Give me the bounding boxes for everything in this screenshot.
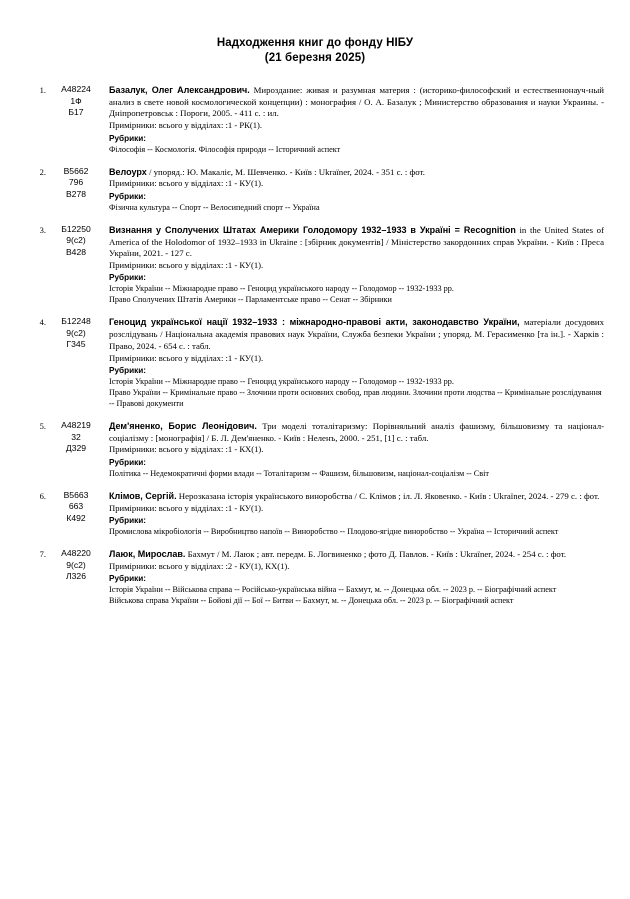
- catalog-entry: [26, 490, 604, 537]
- rubric-item: Військова справа України -- Бойові дії -- Бої -- Битви -- Бахмут, м. -- Донецька обл. -- 2023 р. -- Біографічний аспект: [109, 596, 514, 606]
- entry-record: [109, 548, 604, 561]
- rubrics-label: Рубрики:: [109, 366, 146, 376]
- entry-number: 6.: [39, 490, 46, 501]
- catalog-entry: [26, 166, 604, 213]
- entry-number: 3.: [39, 224, 46, 235]
- call-number: [49, 224, 103, 259]
- call-number-line: A48219: [61, 420, 91, 431]
- entry-copies: Примірники: всього у відділах: :1 - КУ(1).: [109, 259, 264, 270]
- catalog-entry: [26, 84, 604, 155]
- entry-heading: Велоурх: [109, 166, 147, 177]
- call-number-line: 9(с2): [66, 559, 86, 570]
- entry-record: [109, 316, 604, 352]
- entry-record: [109, 420, 604, 444]
- entry-description: Нерозказана історія українського виноробства / С. Клімов ; іл. Л. Яковенко. - Київ : Ukraїner, 2024. - 279 с. : фот.: [178, 490, 600, 501]
- entry-body: [103, 548, 604, 606]
- call-number-line: Д329: [65, 443, 87, 454]
- entry-number: 2.: [39, 166, 46, 177]
- call-number-line: Г345: [66, 339, 86, 350]
- entry-heading: Клімов, Сергій.: [109, 490, 177, 501]
- call-number-line: A48220: [61, 548, 91, 559]
- entry-heading: Дем'яненко, Борис Леонідович.: [109, 421, 257, 432]
- rubric-item: Фізична культура -- Спорт -- Велосипедний спорт -- Україна: [109, 202, 320, 212]
- call-number-line: В428: [65, 246, 87, 257]
- entry-body: [103, 84, 604, 155]
- call-number-line: A48224: [61, 84, 91, 94]
- entry-description: матеріали досудових розслідувань / Національна академія правових наук України, Служба безпеки України ; упоряд. М. Герасименко [та ін.]. - Харків : Право, 2024. - 654 с. : табл.: [109, 317, 605, 351]
- call-number-line: Б12250: [61, 223, 91, 234]
- call-number-line: К492: [66, 512, 86, 523]
- rubric-item: Промислова мікробіологія -- Виробництво напоїв -- Виноробство -- Плодово-ягідне виноробство -- Україна -- Історичний аспект: [109, 527, 559, 537]
- entry-heading: Лаюк, Мирослав.: [109, 549, 186, 560]
- entry-number: 7.: [39, 549, 46, 560]
- rubric-item: Філософія -- Космологія. Філософія природи -- Історичний аспект: [109, 144, 341, 154]
- call-number-line: В5663: [63, 489, 89, 500]
- call-number: [49, 84, 103, 119]
- call-number: [49, 490, 103, 525]
- entry-description: Бахмут / М. Лаюк ; авт. передм. Б. Логвиненко ; фото Д. Павлов. - Київ : Ukraїner, 2024. - 254 с. : фот.: [187, 549, 567, 560]
- call-number-line: В278: [65, 188, 87, 199]
- entry-description: in the United States of America of the Holodomor of 1932–1933 in Ukraine : [збірник документів] / Міністерство закордонних справ України. - Київ : Преса України, 2021. - 127 с.: [109, 224, 605, 259]
- call-number: [49, 420, 103, 455]
- entry-number: 4.: [39, 317, 46, 328]
- entry-record: [109, 224, 604, 260]
- call-number-line: 9(с2): [66, 327, 86, 338]
- rubrics-label: Рубрики:: [109, 516, 146, 526]
- entry-copies: Примірники: всього у відділах: :2 - КУ(1), КХ(1).: [109, 560, 290, 571]
- entry-body: [103, 420, 604, 479]
- entry-copies: Примірники: всього у відділах: :1 - КУ(1).: [109, 352, 264, 363]
- entry-number: 1.: [39, 85, 46, 95]
- catalog-entry: [26, 420, 604, 479]
- rubric-item: Право України -- Кримінальне право -- Злочини проти основних свобод, прав людини. Злочини проти людства -- Кримінальне розслідування -- Правові документи: [109, 388, 602, 409]
- call-number-line: 1Ф: [70, 95, 82, 106]
- page-title-line2: (21 березня 2025): [264, 52, 366, 64]
- call-number-line: В5662: [63, 165, 89, 176]
- entry-body: [103, 224, 604, 306]
- call-number-line: 796: [68, 177, 84, 188]
- entry-body: [103, 166, 604, 213]
- call-number-line: 9(с2): [66, 235, 86, 246]
- call-number: [49, 548, 103, 583]
- entry-record: [109, 166, 604, 179]
- entry-copies: Примірники: всього у відділах: :1 - КХ(1).: [109, 444, 264, 455]
- rubric-item: Історія України -- Міжнародне право -- Геноцид українського народу -- Голодомор -- 1932-1933 рр.: [109, 284, 454, 294]
- page-title-line1: Надходження книг до фонду НІБУ: [216, 37, 414, 49]
- rubrics-label: Рубрики:: [109, 191, 146, 201]
- rubrics-label: Рубрики:: [109, 457, 146, 467]
- entry-copies: Примірники: всього у відділах: :1 - КУ(1).: [109, 178, 264, 189]
- catalog-entry: [26, 316, 604, 409]
- entry-description: Три моделі тоталітаризму: Порівняльний аналіз фашизму, більшовизму та націонал-соціалізму : [монографія] / Б. Л. Дем'яненко. - Київ : Неленъ, 2000. - 251, [1] с. : табл.: [109, 421, 605, 443]
- rubric-item: Історія України -- Військова справа -- Російсько-українська війна -- Бахмут, м. -- Донецька обл. -- 2023 р. -- Біографічний аспект: [109, 585, 557, 595]
- entry-body: [103, 490, 604, 537]
- call-number-line: 32: [71, 431, 81, 442]
- entry-heading: Базалук, Олег Александрович.: [109, 85, 250, 95]
- call-number: [49, 166, 103, 201]
- entry-record: [109, 490, 604, 503]
- call-number: [49, 316, 103, 351]
- rubric-item: Історія України -- Міжнародне право -- Геноцид українського народу -- Голодомор -- 1932-1933 рр.: [109, 377, 454, 387]
- call-number-line: Б17: [68, 107, 84, 117]
- call-number-line: 663: [68, 501, 84, 512]
- call-number-line: Б12248: [61, 316, 91, 327]
- entry-copies: Примірники: всього у відділах: :1 - РК(1).: [109, 120, 263, 131]
- rubrics-label: Рубрики:: [109, 133, 146, 143]
- entry-body: [103, 316, 604, 409]
- entry-heading: Геноцид української нації 1932–1933 : міжнародно-правові акти, законодавство України,: [109, 317, 520, 328]
- page-title: [26, 36, 604, 66]
- entry-heading: Визнання у Сполучених Штатах Америки Голодомору 1932–1933 в Україні = Recognition: [109, 224, 516, 235]
- rubrics-label: Рубрики:: [109, 574, 146, 584]
- catalog-entry: [26, 548, 604, 606]
- entry-description: Мироздание: живая и разумная материя : (историко-философский и естественнонауч-ный анализ в свете новой космологической концепции) : монография / О. А. Базалук ; Министерство образования и науки Украины. - Днiпропетровськ : Пороги, 2005. - 411 с. : ил.: [109, 85, 604, 119]
- entry-copies: Примірники: всього у відділах: :1 - КУ(1).: [109, 502, 264, 513]
- rubric-item: Право Сполучених Штатів Америки -- Парламентське право -- Сенат -- Збірники: [109, 295, 392, 305]
- call-number-line: Л326: [66, 571, 86, 582]
- rubric-item: Політика -- Недемократичні форми влади -- Тоталітаризм -- Фашизм, більшовизм, націонал-соціалізм -- Світ: [109, 468, 489, 478]
- entry-record: [109, 84, 604, 120]
- entry-number: 5.: [39, 421, 46, 432]
- entry-description: / упоряд.: Ю. Макаліє, М. Шевченко. - Київ : Ukraїner, 2024. - 351 с. : фот.: [148, 166, 425, 177]
- rubrics-label: Рубрики:: [109, 273, 146, 283]
- catalog-entry: [26, 224, 604, 306]
